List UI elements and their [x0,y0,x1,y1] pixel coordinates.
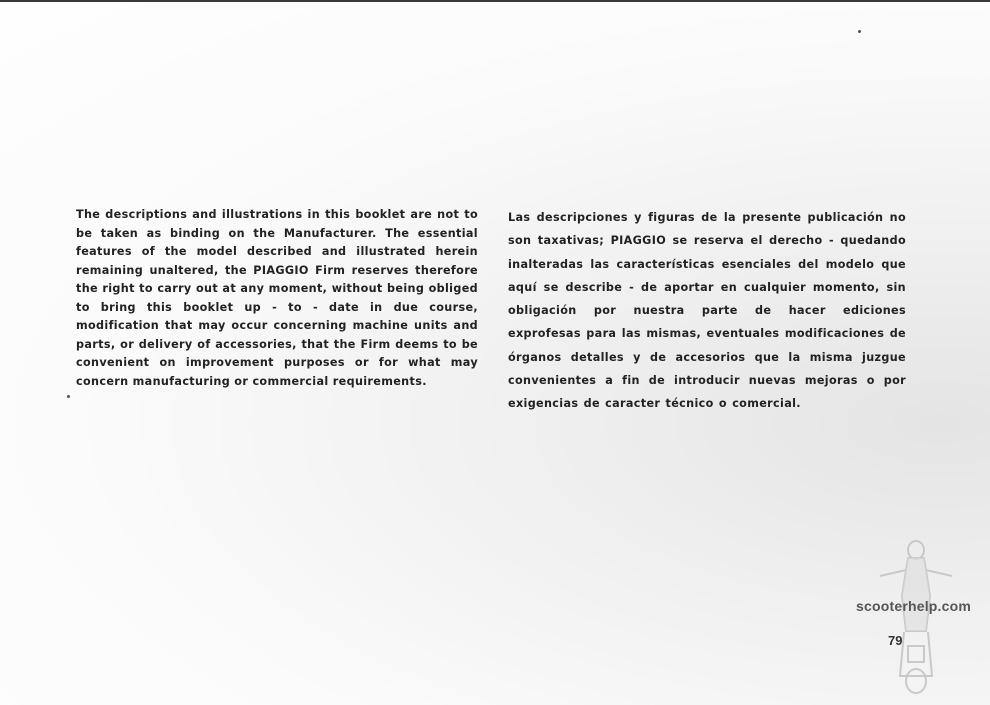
speck [67,395,70,398]
spanish-disclaimer: Las descripciones y figuras de la presente publicación no son taxativas; PIAGGIO se reserva el derecho - quedando inalteradas las características esenciales del modelo que aquí se describe - de aportar en cualquier momento, sin obligación por nuestra parte de hacer ediciones exprofesas para las mismas, eventuales modificaciones de órganos detalles y de accesorios que la misma juzgue convenientes a fin de introducir nuevas mejoras o por exigencias de caracter técnico o comercial. [508,211,906,411]
english-disclaimer: The descriptions and illustrations in this booklet are not to be taken as binding on the Manufacturer. The essential features of the model described and illustrated herein remaining unaltered, the PIAGGIO Firm reserves therefore the right to carry out at any moment, without being obliged to bring this booklet up - to - date in due course, modification that may occur concerning machine units and parts, or delivery of accessories, that the Firm deems to be convenient on improvement purposes or for what may concern manufacturing or commercial requirements. [76,208,478,388]
top-border-line [0,0,990,2]
speck [858,30,861,33]
scooter-front-icon [876,536,956,696]
watermark-text: scooterhelp.com [856,598,972,614]
page-number: 79 [888,633,903,648]
